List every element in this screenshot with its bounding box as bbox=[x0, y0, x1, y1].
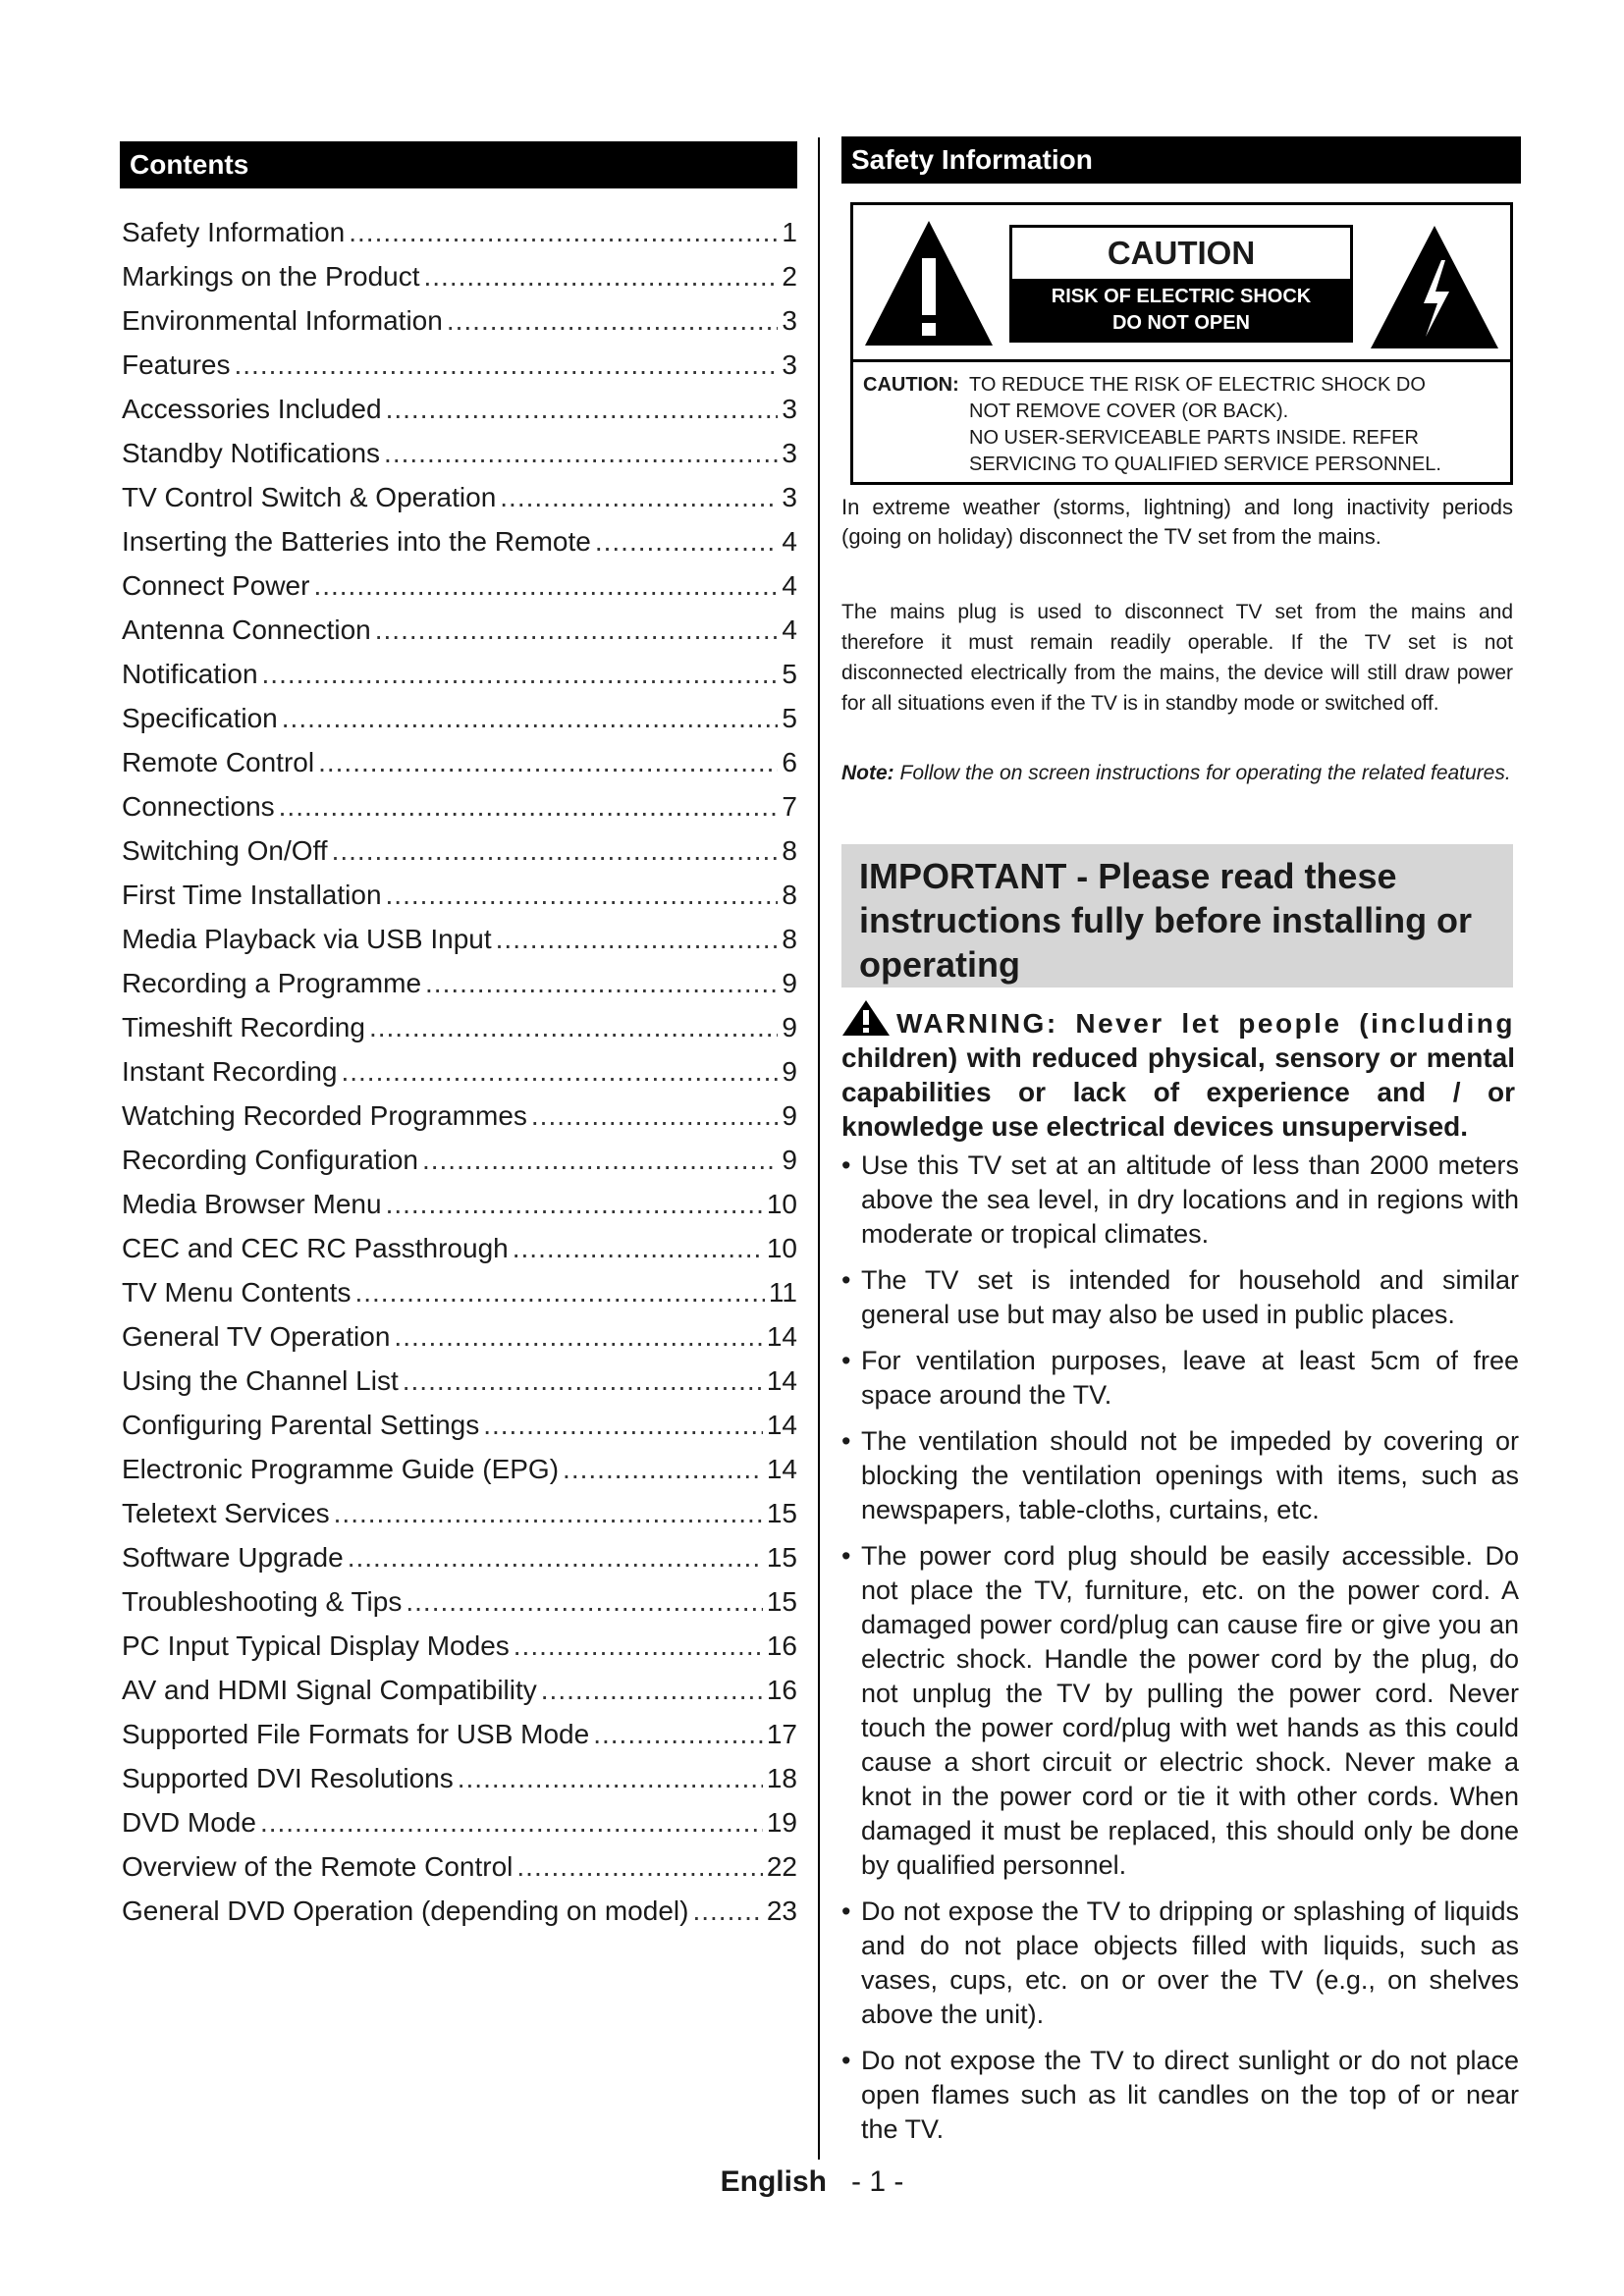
weather-paragraph: In extreme weather (storms, lightning) and long inactivity periods (going on holiday) disconnect the TV set from the mains. bbox=[841, 495, 1513, 549]
footer-page-number: - 1 - bbox=[851, 2165, 904, 2198]
toc-item-page: 10 bbox=[766, 1233, 797, 1263]
caution-line3: NO USER-SERVICEABLE PARTS INSIDE. REFER bbox=[969, 427, 1419, 449]
toc-item-title: Recording Configuration bbox=[122, 1145, 418, 1175]
toc-item-title: Features bbox=[122, 349, 231, 380]
toc-item-title: Connections bbox=[122, 791, 275, 822]
contents-heading: Contents bbox=[120, 141, 797, 188]
toc-item bbox=[122, 1005, 797, 1049]
toc-leader-dots bbox=[458, 1756, 763, 1800]
toc-item bbox=[122, 1359, 797, 1403]
toc-leader-dots bbox=[500, 475, 778, 519]
toc-item-page: 14 bbox=[766, 1454, 797, 1484]
toc-leader-dots bbox=[483, 1403, 763, 1447]
toc-item-title: Switching On/Off bbox=[122, 835, 328, 866]
toc-item bbox=[122, 343, 797, 387]
toc-item-page: 8 bbox=[782, 924, 797, 954]
toc-leader-dots bbox=[260, 1800, 763, 1844]
toc-item-page: 3 bbox=[782, 305, 797, 336]
toc-item bbox=[122, 1579, 797, 1624]
toc-item bbox=[122, 1624, 797, 1668]
toc-item bbox=[122, 254, 797, 298]
toc-item-page: 3 bbox=[782, 438, 797, 468]
toc-leader-dots bbox=[235, 343, 779, 387]
toc-item-title: CEC and CEC RC Passthrough bbox=[122, 1233, 509, 1263]
toc-item bbox=[122, 210, 797, 254]
toc-item bbox=[122, 1535, 797, 1579]
toc-item-page: 15 bbox=[766, 1586, 797, 1617]
toc-item-title: PC Input Typical Display Modes bbox=[122, 1630, 510, 1661]
safety-bullet-item: • Do not expose the TV to direct sunlight or do not place open flames such as lit candles on the top of or near the TV. bbox=[841, 2044, 1519, 2147]
toc-leader-dots bbox=[403, 1359, 763, 1403]
column-divider bbox=[818, 137, 820, 2160]
toc-leader-dots bbox=[425, 961, 778, 1005]
toc-leader-dots bbox=[447, 298, 779, 343]
caution-line2: NOT REMOVE COVER (OR BACK). bbox=[969, 400, 1289, 422]
toc-item-page: 14 bbox=[766, 1365, 797, 1396]
toc-item-title: Electronic Programme Guide (EPG) bbox=[122, 1454, 560, 1484]
toc-item bbox=[122, 1844, 797, 1889]
toc-item-page: 7 bbox=[782, 791, 797, 822]
toc-item-title: Software Upgrade bbox=[122, 1542, 344, 1573]
toc-item-title: Standby Notifications bbox=[122, 438, 381, 468]
toc-item-page: 4 bbox=[782, 570, 797, 601]
contents-list bbox=[122, 210, 797, 1933]
toc-item-page: 11 bbox=[768, 1277, 797, 1308]
toc-item bbox=[122, 1889, 797, 1933]
toc-item bbox=[122, 431, 797, 475]
toc-leader-dots bbox=[531, 1094, 779, 1138]
toc-item bbox=[122, 1668, 797, 1712]
toc-item bbox=[122, 519, 797, 563]
toc-item-title: Environmental Information bbox=[122, 305, 443, 336]
safety-bullet-list bbox=[841, 1148, 1519, 2159]
safety-bullet-item: • Use this TV set at an altitude of less than 2000 meters above the sea level, in dry locations and in regions with moderate or tropical climates. bbox=[841, 1148, 1519, 1252]
toc-item-title: Supported File Formats for USB Mode bbox=[122, 1719, 590, 1749]
toc-item-page: 9 bbox=[782, 1100, 797, 1131]
toc-leader-dots bbox=[593, 1712, 763, 1756]
toc-leader-dots bbox=[386, 1182, 763, 1226]
toc-leader-dots bbox=[354, 1270, 764, 1314]
toc-item-title: Teletext Services bbox=[122, 1498, 330, 1528]
toc-item-page: 4 bbox=[782, 526, 797, 557]
safety-bullet-item: • The TV set is intended for household and similar general use but may also be used in public places. bbox=[841, 1263, 1519, 1332]
safety-heading: Safety Information bbox=[841, 136, 1521, 184]
toc-leader-dots bbox=[334, 1491, 763, 1535]
toc-leader-dots bbox=[375, 608, 779, 652]
toc-item bbox=[122, 1270, 797, 1314]
toc-item-title: AV and HDMI Signal Compatibility bbox=[122, 1675, 537, 1705]
toc-item-page: 16 bbox=[766, 1630, 797, 1661]
toc-item-title: Recording a Programme bbox=[122, 968, 422, 998]
toc-item bbox=[122, 1447, 797, 1491]
toc-item-title: Overview of the Remote Control bbox=[122, 1851, 514, 1882]
toc-item bbox=[122, 828, 797, 873]
toc-leader-dots bbox=[384, 431, 778, 475]
warning-paragraph bbox=[841, 999, 1515, 1144]
toc-item-title: Safety Information bbox=[122, 217, 346, 247]
safety-bullet-item: • The ventilation should not be impeded by covering or blocking the ventilation openings with items, such as newspapers, table-cloths, curtains, etc. bbox=[841, 1424, 1519, 1527]
toc-leader-dots bbox=[279, 784, 779, 828]
toc-item bbox=[122, 1182, 797, 1226]
safety-bullet-item: • The power cord plug should be easily accessible. Do not place the TV, furniture, etc. on the power cord. A damaged power cord/plug can cause fire or give you an electric shock. Handle the power cord by the plug, do not unplug the TV by pulling the power cord. Never touch the power cord/plug with wet hands as this could cause a short circuit or electric shock. Never make a knot in the power cord or tie it with other cords. When damaged it must be replaced, this should only be done by qualified personnel. bbox=[841, 1539, 1519, 1883]
toc-item-title: Notification bbox=[122, 659, 258, 689]
toc-item bbox=[122, 298, 797, 343]
caution-sub-line2: DO NOT OPEN bbox=[1111, 312, 1250, 334]
toc-item-page: 2 bbox=[782, 261, 797, 292]
toc-leader-dots bbox=[424, 254, 779, 298]
toc-item-page: 3 bbox=[782, 349, 797, 380]
toc-item-title: Markings on the Product bbox=[122, 261, 420, 292]
toc-leader-dots bbox=[386, 387, 779, 431]
note-paragraph bbox=[841, 758, 1513, 788]
toc-item-page: 17 bbox=[766, 1719, 797, 1749]
toc-item bbox=[122, 1712, 797, 1756]
caution-statement bbox=[863, 372, 1501, 478]
caution-panel bbox=[1009, 225, 1353, 343]
caution-subtitle bbox=[1012, 279, 1350, 340]
toc-item bbox=[122, 1314, 797, 1359]
toc-item-title: General DVD Operation (depending on model) bbox=[122, 1896, 689, 1926]
warning-triangle-icon bbox=[841, 999, 891, 1037]
toc-item-title: Connect Power bbox=[122, 570, 310, 601]
toc-item bbox=[122, 652, 797, 696]
toc-item bbox=[122, 475, 797, 519]
toc-item bbox=[122, 1049, 797, 1094]
toc-leader-dots bbox=[318, 740, 778, 784]
toc-item-title: First Time Installation bbox=[122, 880, 382, 910]
toc-item bbox=[122, 696, 797, 740]
warning-body: children) with reduced physical, sensory or mental capabilities or lack of experience and / or knowledge use electrical devices unsupervised. bbox=[841, 1042, 1515, 1142]
toc-item-title: Remote Control bbox=[122, 747, 315, 777]
note-label: Note: bbox=[841, 762, 894, 784]
toc-item-page: 14 bbox=[766, 1321, 797, 1352]
toc-item-page: 9 bbox=[782, 968, 797, 998]
toc-item-title: Instant Recording bbox=[122, 1056, 338, 1087]
toc-item-page: 9 bbox=[782, 1056, 797, 1087]
toc-item-title: Using the Channel List bbox=[122, 1365, 399, 1396]
toc-leader-dots bbox=[513, 1226, 763, 1270]
toc-item-title: General TV Operation bbox=[122, 1321, 391, 1352]
toc-item-page: 8 bbox=[782, 835, 797, 866]
toc-leader-dots bbox=[692, 1889, 762, 1933]
toc-item bbox=[122, 1226, 797, 1270]
toc-item bbox=[122, 961, 797, 1005]
toc-item bbox=[122, 917, 797, 961]
toc-item bbox=[122, 740, 797, 784]
caution-statement-label: CAUTION: bbox=[863, 374, 959, 396]
important-banner: IMPORTANT - Please read these instructions fully before installing or operating bbox=[841, 844, 1513, 988]
toc-item-title: Antenna Connection bbox=[122, 614, 371, 645]
toc-item-page: 18 bbox=[766, 1763, 797, 1793]
toc-leader-dots bbox=[516, 1844, 762, 1889]
note-text: Follow the on screen instructions for operating the related features. bbox=[899, 762, 1511, 784]
toc-item-title: TV Menu Contents bbox=[122, 1277, 352, 1308]
toc-item-page: 23 bbox=[766, 1896, 797, 1926]
toc-item-title: Timeshift Recording bbox=[122, 1012, 365, 1042]
toc-item-page: 1 bbox=[782, 217, 797, 247]
toc-item-page: 3 bbox=[782, 482, 797, 512]
caution-sub-line1: RISK OF ELECTRIC SHOCK bbox=[1051, 286, 1312, 307]
toc-item-page: 22 bbox=[766, 1851, 797, 1882]
mains-plug-paragraph: The mains plug is used to disconnect TV set from the mains and therefore it must remain readily operable. If the TV set is not disconnected electrically from the mains, the device will still draw power for all situations even if the TV is in standby mode or switched off. bbox=[841, 601, 1513, 715]
toc-leader-dots bbox=[262, 652, 779, 696]
toc-item-page: 5 bbox=[782, 703, 797, 733]
toc-item bbox=[122, 608, 797, 652]
toc-leader-dots bbox=[394, 1314, 762, 1359]
toc-leader-dots bbox=[282, 696, 779, 740]
toc-item-page: 5 bbox=[782, 659, 797, 689]
electric-shock-icon bbox=[1367, 223, 1502, 352]
toc-item-page: 14 bbox=[766, 1410, 797, 1440]
toc-item-page: 9 bbox=[782, 1012, 797, 1042]
toc-leader-dots bbox=[349, 210, 778, 254]
toc-item-page: 16 bbox=[766, 1675, 797, 1705]
toc-leader-dots bbox=[406, 1579, 762, 1624]
toc-item-title: Watching Recorded Programmes bbox=[122, 1100, 527, 1131]
toc-item bbox=[122, 387, 797, 431]
safety-bullet-item: • For ventilation purposes, leave at least 5cm of free space around the TV. bbox=[841, 1344, 1519, 1413]
toc-item bbox=[122, 1403, 797, 1447]
toc-item bbox=[122, 1800, 797, 1844]
toc-item-page: 6 bbox=[782, 747, 797, 777]
toc-item-title: Specification bbox=[122, 703, 278, 733]
toc-item bbox=[122, 1094, 797, 1138]
toc-item-page: 4 bbox=[782, 614, 797, 645]
toc-leader-dots bbox=[313, 563, 778, 608]
toc-item-title: TV Control Switch & Operation bbox=[122, 482, 497, 512]
page-footer bbox=[0, 2165, 1624, 2199]
toc-item-title: Supported DVI Resolutions bbox=[122, 1763, 454, 1793]
toc-item-page: 8 bbox=[782, 880, 797, 910]
toc-item-title: Media Browser Menu bbox=[122, 1189, 382, 1219]
toc-leader-dots bbox=[496, 917, 779, 961]
toc-item bbox=[122, 1756, 797, 1800]
caution-title: CAUTION bbox=[1012, 228, 1350, 279]
toc-leader-dots bbox=[348, 1535, 763, 1579]
toc-leader-dots bbox=[369, 1005, 778, 1049]
toc-leader-dots bbox=[341, 1049, 778, 1094]
toc-item-title: Troubleshooting & Tips bbox=[122, 1586, 403, 1617]
toc-leader-dots bbox=[541, 1668, 763, 1712]
toc-item-title: Accessories Included bbox=[122, 394, 382, 424]
toc-item-title: DVD Mode bbox=[122, 1807, 256, 1838]
caution-label-box bbox=[850, 202, 1513, 485]
toc-item-page: 15 bbox=[766, 1542, 797, 1573]
toc-item-page: 19 bbox=[766, 1807, 797, 1838]
toc-leader-dots bbox=[332, 828, 779, 873]
toc-item bbox=[122, 873, 797, 917]
toc-item bbox=[122, 784, 797, 828]
toc-item-title: Inserting the Batteries into the Remote bbox=[122, 526, 591, 557]
caution-line4: SERVICING TO QUALIFIED SERVICE PERSONNEL. bbox=[969, 454, 1441, 475]
toc-leader-dots bbox=[595, 519, 779, 563]
toc-item-page: 3 bbox=[782, 394, 797, 424]
toc-leader-dots bbox=[422, 1138, 778, 1182]
warning-heading-line: WARNING: Never let people (including bbox=[896, 1008, 1515, 1039]
toc-leader-dots bbox=[514, 1624, 763, 1668]
toc-leader-dots bbox=[386, 873, 779, 917]
toc-item bbox=[122, 563, 797, 608]
toc-item bbox=[122, 1491, 797, 1535]
toc-item bbox=[122, 1138, 797, 1182]
toc-item-page: 15 bbox=[766, 1498, 797, 1528]
safety-bullet-item: • Do not expose the TV to dripping or splashing of liquids and do not place objects filled with liquids, such as vases, cups, etc. on or over the TV (e.g., on shelves above the unit). bbox=[841, 1895, 1519, 2032]
toc-leader-dots bbox=[563, 1447, 763, 1491]
toc-item-page: 10 bbox=[766, 1189, 797, 1219]
caution-label-graphic bbox=[853, 205, 1510, 362]
caution-line1: TO REDUCE THE RISK OF ELECTRIC SHOCK DO bbox=[969, 374, 1426, 396]
toc-item-title: Media Playback via USB Input bbox=[122, 924, 492, 954]
exclamation-warning-icon bbox=[861, 217, 997, 349]
toc-item-page: 9 bbox=[782, 1145, 797, 1175]
footer-language: English bbox=[720, 2165, 827, 2198]
toc-item-title: Configuring Parental Settings bbox=[122, 1410, 480, 1440]
